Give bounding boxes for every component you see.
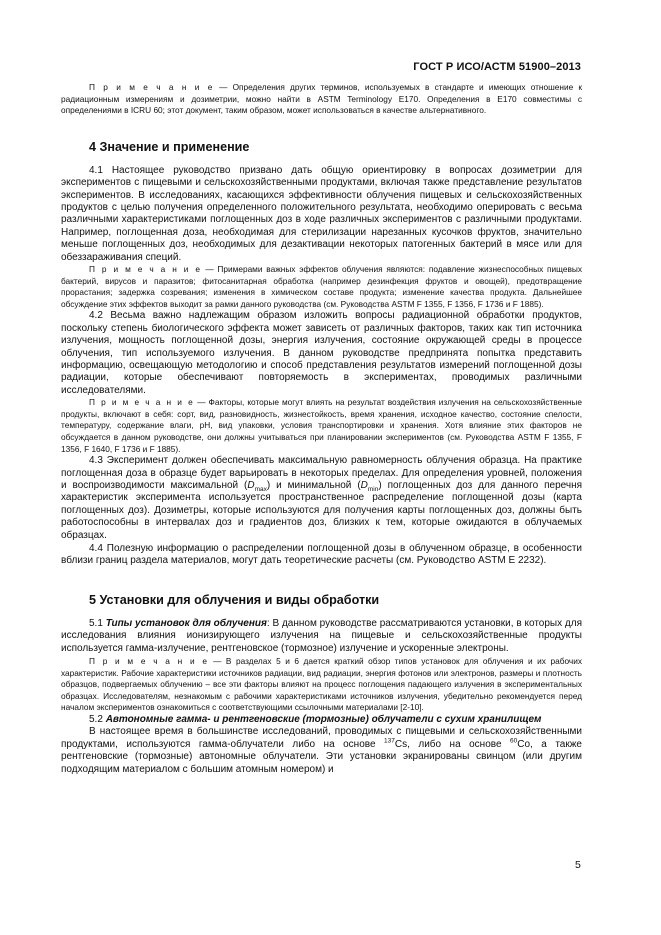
document-code-header: ГОСТ Р ИСО/АСТМ 51900–2013: [413, 61, 581, 73]
section-4-heading: 4 Значение и применение: [89, 139, 250, 154]
p51-title: Типы установок для облучения: [105, 617, 267, 629]
dmin-subscript: min: [367, 486, 379, 494]
dmax-subscript: max: [254, 486, 267, 494]
note-4-1-text: — Примерами важных эффектов облучения являются: подавление жизнеспособных пищевых бактерий, вирусов и паразитов; фитосанитарная обработка (например дезинфекция фруктов и овощей), предотвращение прорастания; задержка созревания; изменения в химическом составе продукта; изменение качества продукта. Дальнейшее обсуждение этих эффектов выходит за рамки данного руководства (см. Руководства ASTM F 1355, F 1356, F 1736 и F 1885).: [61, 264, 582, 309]
note-label: П р и м е ч а н и е: [89, 82, 214, 92]
note-label: П р и м е ч а н и е: [89, 397, 195, 408]
page-number: 5: [575, 859, 581, 871]
co-mass-number: 60: [510, 737, 518, 745]
p52-part-b: , либо на основе: [407, 738, 510, 750]
paragraph-4-2: 4.2 Весьма важно надлежащим образом изложить вопросы радиационной обработки продуктов, поскольку степень биологического эффекта может зависеть от различных факторов, таких как тип источника излучения, мощность поглощенной дозы, энергия излучения, состояние окружающей среды в процессе облучения, тип используемого излучения. В данном руководстве предпринята попытка представить информацию, освещающую методологию и способ представления результатов измерений поглощенной дозы радиации, которые обеспечивают повторяемость в экспериментах, проводимых различными исследователями.: [61, 310, 582, 396]
p43-part-a: 4.3 Эксперимент должен обеспечивать максимальную равномерность облучения образца. На практике поглощенная доза в образце будет варьировать в некоторых пределах. Для определения уровней, положения и воспроизводимости максимальной (: [61, 455, 582, 492]
note-5-1-text: — В разделах 5 и 6 дается краткий обзор типов установок для облучения и их рабочих характеристик. Рабочие характеристики источников радиации, вид радиации, энергия фотонов или электронов, размеры и плотность образцов, подвергаемых облучению – все эти факторы влияют на процесс поглощения падающего излучения в экспериментальных образцах. Исследователям, незнакомым с рабочими характеристиками источников излучения, убедительно рекомендуется перед началом экспериментов ознакомиться с соответствующими ссылочными материалами [2-10].: [61, 656, 582, 713]
dmax-symbol: D: [247, 480, 255, 492]
note-4-1: [61, 264, 582, 310]
co-symbol: Co: [517, 738, 531, 750]
cs-mass-number: 137: [384, 737, 395, 745]
note-4-2: [61, 397, 582, 455]
p43-part-b: ) и минимальной (: [266, 480, 361, 492]
cs-symbol: Cs: [394, 738, 408, 750]
p52-part-c: , а также рентгеновские (тормозные) автономные облучатели. Эти установки экранированы свинцом (или другим подходящим материалом с большим атомным номером) и: [61, 738, 582, 775]
paragraph-5-1: [61, 618, 582, 655]
note-label: П р и м е ч а н и е: [89, 656, 209, 667]
paragraph-4-4: 4.4 Полезную информацию о распределении поглощенной дозы в облученном образце, в особенности вблизи границ раздела материалов, могут дать теоретические расчеты (см. Руководство ASTM E 2232).: [61, 543, 582, 567]
p52-number: 5.2: [89, 714, 103, 726]
paragraph-5-2-heading: [61, 714, 582, 726]
intro-note: [61, 82, 582, 117]
paragraph-4-1: 4.1 Настоящее руководство призвано дать общую ориентировку в вопросах дозиметрии для экспериментов с пищевыми и сельскохозяйственными продуктами, включая также представление результатов экспериментов. В исследованиях, касающихся эффективности облучения пищевых и сельскохозяйственных продуктов с целью получения определенного положительного результата, необходимо оперировать с весьма различными характеристиками поглощенных доз в ходе различных экспериментов с различными продуктами. Например, поглощенная доза, необходимая для стерилизации нарезанных кусочков фруктов, значительно меньше поглощенных доз, необходимых для дезактивации некоторых патогенных бактерий в мясе или для обеззараживания специй.: [61, 164, 582, 263]
p51-number: 5.1: [89, 617, 103, 629]
section-5-heading: 5 Установки для облучения и виды обработки: [89, 592, 380, 607]
p52-part-a: В настоящее время в большинстве исследований, проводимых с пищевыми и сельскохозяйственными продуктами, используются гамма-облучатели либо на основе: [61, 726, 582, 750]
p43-part-c: ) поглощенных доз для данного перечня характеристик эксперимента используется пространственное распределение поглощенной дозы (карта поглощенных доз). Дозиметры, которые используются для получения карты поглощенных доз, должны быть работоспособны в интервалах доз и градиентов доз, близких к тем, которые ожидаются в облучаемых образцах.: [61, 480, 583, 541]
paragraph-5-2: [61, 726, 582, 776]
note-5-1: [61, 656, 582, 714]
note-4-2-text: — Факторы, которые могут влиять на результат воздействия излучения на сельскохозяйственные продукты, включают в себя: сорт, вид, разновидность, жизнестойкость, время хранения, исходное качество, состояние спелости, температуру, содержание влаги, pH, вид упаковки, условия транспортировки и хранения. Хотя влияние этих факторов не обсуждается в данном руководстве, они должны учитываться при планировании экспериментов (см. Руководства ASTM F 1355, F 1356, F 1640, F 1736 и F 1885).: [61, 397, 582, 454]
dmin-symbol: D: [360, 480, 368, 492]
p51-text: : В данном руководстве рассматриваются установки, в которых для исследования влияния ионизирующего излучения на пищевые и сельскохозяйственные продукты используется гамма-излучение, рентгеновское (тормозное) излучение и ускоренные электроны.: [61, 617, 582, 654]
intro-note-text: — Определения других терминов, используемых в стандарте и имеющих отношение к радиационным измерениям и дозиметрии, можно найти в ASTM Terminology E170. Определения в E170 совместимы с определениями в ICRU 60; этот документ, таким образом, может использоваться в качестве альтернативного.: [61, 82, 582, 116]
p52-title: Автономные гамма- и рентгеновские (тормозные) облучатели с сухим хранилищем: [105, 714, 542, 726]
page-content: [61, 82, 582, 776]
paragraph-4-3: [61, 455, 582, 542]
note-label: П р и м е ч а н и е: [89, 264, 202, 275]
